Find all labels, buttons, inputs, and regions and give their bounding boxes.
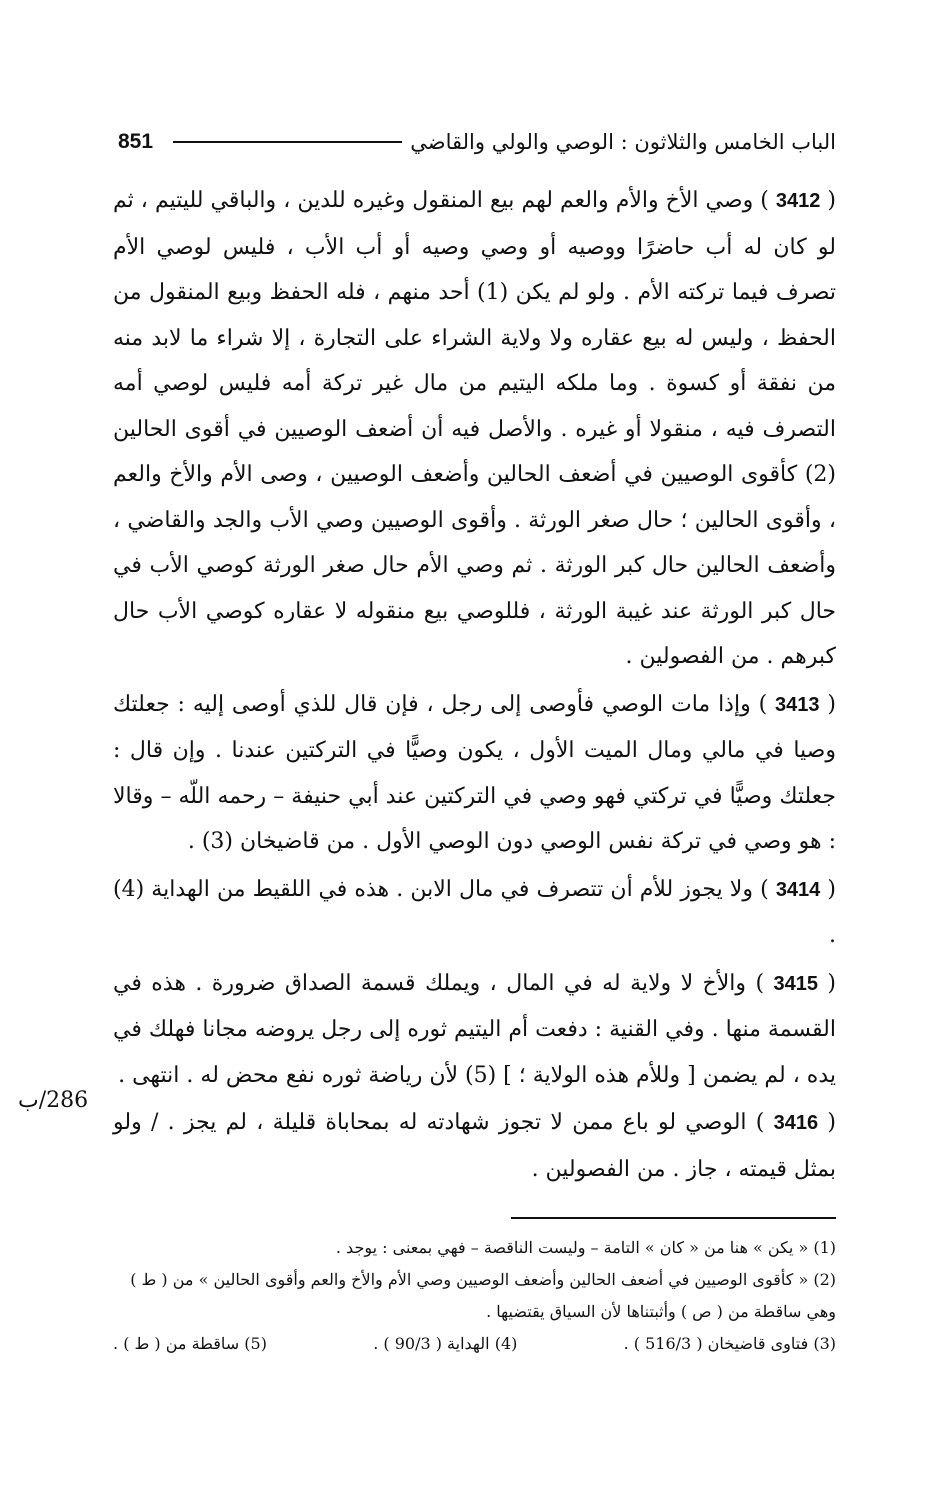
footnote-5: (5) ساقطة من ( ط ) . (113, 1334, 267, 1353)
footnote-row (113, 1328, 836, 1360)
paragraph-text: وصي الأخ والأم والعم لهم بيع المنقول وغيره للدين ، والباقي لليتيم ، ثم لو كان له أب حاضرًا ووصيه أو وصي وصيه أو أب الأب ، فليس لوصي الأم تصرف فيما تركته الأم . ولو لم يكن (1) أحد منهم ، فله الحفظ وبيع المنقول من الحفظ ، وليس له بيع عقاره ولا ولاية الشراء على التجارة ، إلا شراء ما لابد منه من نفقة أو كسوة . وما ملكه اليتيم من مال غير تركة أمه فليس لوصي أمه التصرف فيه ، منقولا أو غيره . والأصل فيه أن أضعف الوصيين في أقوى الحالين (2) كأقوى الوصيين في أضعف الحالين وأضعف الوصيين ، وصى الأم والأخ والعم ، وأقوى الحالين ؛ حال صغر الورثة . وأقوى الوصيين وصي الأب والجد والقاضي ، وأضعف الحالين حال كبر الورثة . ثم وصي الأم حال صغر الورثة كوصي الأب في حال كبر الورثة عند غيبة الورثة ، فللوصي بيع منقوله لا عقاره كوصي الأب حال كبرهم . من الفصولين . (113, 188, 836, 669)
paragraph-3414: ( 3414 ) ولا يجوز للأم أن تتصرف في مال الابن . هذه في اللقيط من الهداية (4) . (113, 876, 837, 948)
chapter-title: الباب الخامس والثلاثون : الوصي والولي والقاضي (410, 130, 836, 154)
paragraph-text: والأخ لا ولاية له في المال ، ويملك قسمة الصداق ضرورة . هذه في القسمة منها . وفي القنية : دفعت أم اليتيم ثوره إلى رجل يروضه مجانا فهلك في يده ، لم يضمن [ وللأم هذه الولاية ؛ ] (5) لأن رياضة ثوره نفع محض له . انتهى . (113, 970, 836, 1088)
page-number: 851 (118, 130, 154, 153)
paragraph-number: 3412 (775, 190, 821, 212)
paragraph-text: ولا يجوز للأم أن تتصرف في مال الابن . هذه في اللقيط من الهداية (4) . (113, 876, 836, 948)
footnotes (113, 1232, 836, 1360)
footnote-2: (2) « كأقوى الوصيين في أضعف الحالين وأضعف الوصيين وصي الأم والأخ والعم وأقوى الحالين » من ( ط ) (130, 1270, 836, 1289)
paragraph-3416: ( 3416 ) الوصي لو باع ممن لا تجوز شهادته له بمحاباة قليلة ، لم يجز . / ولو بمثل قيمته ، جاز . من الفصولين . (113, 1110, 836, 1182)
paragraph-number: 3414 (775, 878, 821, 901)
footnote-1: (1) « يكن » هنا من « كان » التامة – وليست الناقصة – فهي بمعنى : يوجد . (335, 1238, 836, 1257)
footnote-2-continued: وهي ساقطة من ( ص ) وأثبتناها لأن السياق يقتضيها . (486, 1302, 836, 1321)
running-header (118, 125, 836, 159)
manuscript-folio-note: 286/ب (18, 1088, 89, 1113)
header-rule (173, 141, 402, 143)
paragraph-3413: ( 3413 ) وإذا مات الوصي فأوصى إلى رجل ، فإن قال للذي أوصى إليه : جعلتك وصيا في مالي ومال الميت الأول ، يكون وصيًّا في التركتين عندنا . وإن قال : جعلتك وصيًّا في تركتي فهو وصي في التركتين عند أبي حنيفة – رحمه اللّه – وقالا : هو وصي في تركة نفس الوصي دون الوصي الأول . من قاضيخان (3) . (113, 691, 836, 854)
paragraph-number: 3413 (775, 693, 820, 716)
paragraph-text: الوصي لو باع ممن لا تجوز شهادته له بمحاباة قليلة ، لم يجز . / ولو بمثل قيمته ، جاز . من الفصولين . (113, 1110, 836, 1182)
paragraph-number: 3416 (773, 1112, 819, 1134)
paragraph-3412: ( 3412 ) وصي الأخ والأم والعم لهم بيع المنقول وغيره للدين ، والباقي لليتيم ، ثم لو كان له أب حاضرًا ووصيه أو وصي وصيه أو أب الأب ، فليس لوصي الأم تصرف فيما تركته الأم . ولو لم يكن (1) أحد منهم ، فله الحفظ وبيع المنقول من الحفظ ، وليس له بيع عقاره ولا ولاية الشراء على التجارة ، إلا شراء ما لابد منه من نفقة أو كسوة . وما ملكه اليتيم من مال غير تركة أمه فليس لوصي أمه التصرف فيه ، منقولا أو غيره . والأصل فيه أن أضعف الوصيين في أقوى الحالين (2) كأقوى الوصيين في أضعف الحالين وأضعف الوصيين ، وصى الأم والأخ والعم ، وأقوى الحالين ؛ حال صغر الورثة . وأقوى الوصيين وصي الأب والجد والقاضي ، وأضعف الحالين حال كبر الورثة . ثم وصي الأم حال صغر الورثة كوصي الأب في حال كبر الورثة عند غيبة الورثة ، فللوصي بيع منقوله لا عقاره كوصي الأب حال كبرهم . من الفصولين . (113, 188, 836, 669)
footnote-separator (511, 1217, 836, 1219)
main-text (113, 178, 836, 1192)
footnote-3: (3) فتاوى قاضيخان ( 516/3 ) . (623, 1334, 836, 1353)
paragraph-text: وإذا مات الوصي فأوصى إلى رجل ، فإن قال للذي أوصى إليه : جعلتك وصيا في مالي ومال الميت الأول ، يكون وصيًّا في التركتين عندنا . وإن قال : جعلتك وصيًّا في تركتي فهو وصي في التركتين عند أبي حنيفة – رحمه اللّه – وقالا : هو وصي في تركة نفس الوصي دون الوصي الأول . من قاضيخان (3) . (113, 691, 836, 854)
paragraph-number: 3415 (773, 972, 818, 995)
paragraph-3415: ( 3415 ) والأخ لا ولاية له في المال ، ويملك قسمة الصداق ضرورة . هذه في القسمة منها . وفي القنية : دفعت أم اليتيم ثوره إلى رجل يروضه مجانا فهلك في يده ، لم يضمن [ وللأم هذه الولاية ؛ ] (5) لأن رياضة ثوره نفع محض له . انتهى . (113, 970, 837, 1088)
footnote-4: (4) الهداية ( 90/3 ) . (373, 1334, 518, 1353)
